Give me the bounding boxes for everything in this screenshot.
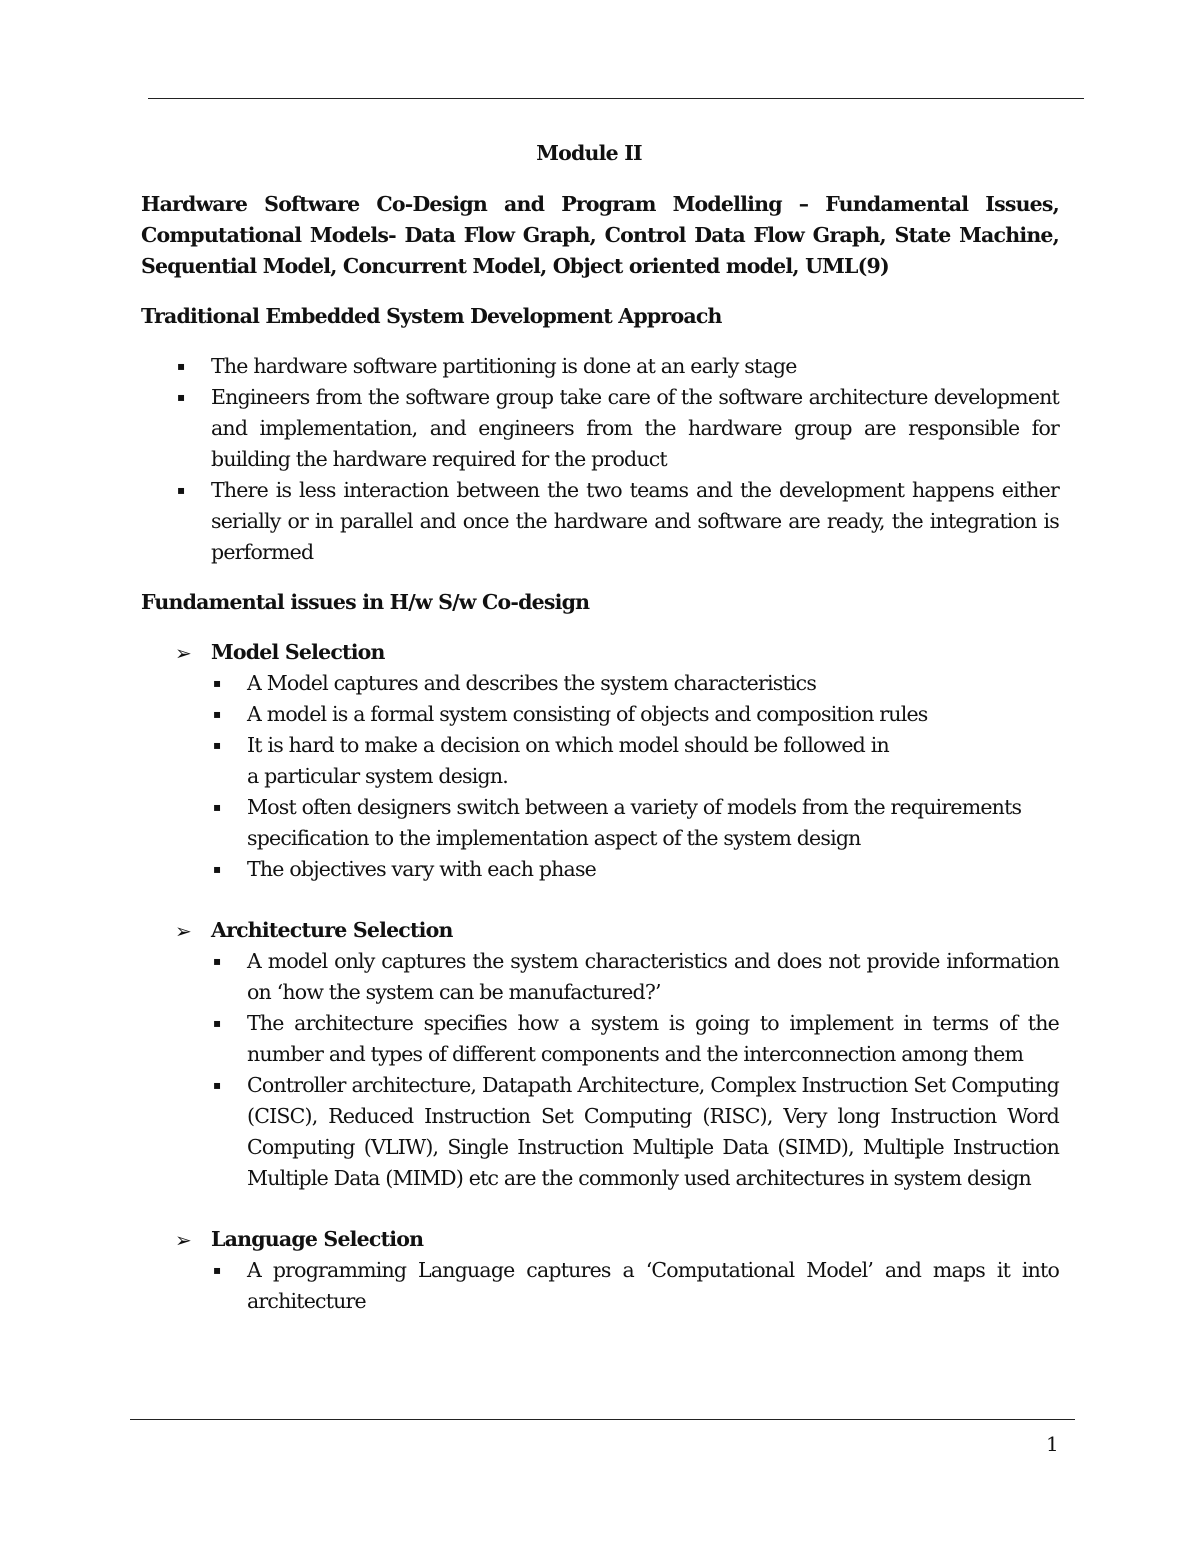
page-content [141, 138, 1059, 1317]
list-item [211, 946, 1059, 1008]
list-item-text: It is hard to make a decision on which model should be followed in a particular system design. [247, 733, 889, 788]
page-number: 1 [1046, 1432, 1059, 1456]
list-item [211, 1255, 1059, 1317]
section-architecture-selection [141, 915, 1059, 1194]
architecture-selection-bullets [211, 946, 1059, 1194]
footer-rule [130, 1419, 1075, 1420]
arrow-bullet-icon: ➢ [175, 919, 191, 943]
section-language-selection [141, 1224, 1059, 1317]
square-bullet-icon: ▪ [213, 1078, 221, 1092]
list-item [211, 792, 1059, 854]
list-item-text: The hardware software partitioning is done at an early stage [211, 354, 797, 378]
syllabus-paragraph: Hardware Software Co-Design and Program Modelling – Fundamental Issues, Computational Models- Data Flow Graph, Control Data Flow Graph, State Machine, Sequential Model, Concurrent Model, Object oriented model, UML(9) [141, 192, 1059, 278]
list-item [211, 854, 1059, 885]
square-bullet-icon: ▪ [213, 954, 221, 968]
traditional-bullet-list [141, 351, 1059, 568]
list-item-text: A model only captures the system characteristics and does not provide information on ‘how the system can be manufactured?’ [247, 949, 1059, 1004]
section-title: Language Selection [211, 1227, 424, 1251]
list-item-text: Controller architecture, Datapath Architecture, Complex Instruction Set Computing (CISC), Reduced Instruction Set Computing (RISC), Very long Instruction Word Computing (VLIW), Single Instruction Multiple Data (SIMD), Multiple Instruction Multiple Data (MIMD) etc are the commonly used architectures in system design [247, 1073, 1059, 1190]
list-item-text: The objectives vary with each phase [247, 857, 597, 881]
list-item-text: Most often designers switch between a variety of models from the requirements specification to the implementation aspect of the system design [247, 795, 1022, 850]
list-item [141, 382, 1059, 475]
square-bullet-icon: ▪ [213, 1016, 221, 1030]
list-item-text: A programming Language captures a ‘Computational Model’ and maps it into architecture [247, 1258, 1059, 1313]
list-item [211, 699, 1059, 730]
arrow-bullet-icon: ➢ [175, 1228, 191, 1252]
square-bullet-icon: ▪ [177, 359, 185, 373]
list-item-text: A model is a formal system consisting of objects and composition rules [247, 702, 928, 726]
traditional-heading: Traditional Embedded System Development Approach [141, 304, 722, 328]
square-bullet-icon: ▪ [213, 676, 221, 690]
square-bullet-icon: ▪ [213, 800, 221, 814]
square-bullet-icon: ▪ [177, 390, 185, 404]
section-title: Architecture Selection [211, 918, 453, 942]
list-item [211, 1070, 1059, 1194]
square-bullet-icon: ▪ [213, 1263, 221, 1277]
list-item [211, 730, 897, 792]
section-title: Model Selection [211, 640, 385, 664]
list-item-text: Engineers from the software group take care of the software architecture development and implementation, and engineers from the hardware group are responsible for building the hardware required for the product [211, 385, 1059, 471]
square-bullet-icon: ▪ [177, 483, 185, 497]
module-title: Module II [536, 141, 642, 165]
model-selection-bullets [211, 668, 1059, 885]
list-item [141, 475, 1059, 568]
list-item [211, 1008, 1059, 1070]
list-item-text: The architecture specifies how a system is going to implement in terms of the number and types of different components and the interconnection among them [247, 1011, 1059, 1066]
list-item-text: There is less interaction between the two teams and the development happens either serially or in parallel and once the hardware and software are ready, the integration is performed [211, 478, 1059, 564]
list-item [211, 668, 1059, 699]
list-item-text: A Model captures and describes the system characteristics [247, 671, 817, 695]
list-item [141, 351, 1059, 382]
square-bullet-icon: ▪ [213, 862, 221, 876]
square-bullet-icon: ▪ [213, 738, 221, 752]
language-selection-bullets [211, 1255, 1059, 1317]
fundamental-sections [141, 637, 1059, 1317]
square-bullet-icon: ▪ [213, 707, 221, 721]
section-model-selection [141, 637, 1059, 885]
header-rule [148, 98, 1084, 99]
fundamental-heading: Fundamental issues in H/w S/w Co-design [141, 590, 590, 614]
arrow-bullet-icon: ➢ [175, 641, 191, 665]
